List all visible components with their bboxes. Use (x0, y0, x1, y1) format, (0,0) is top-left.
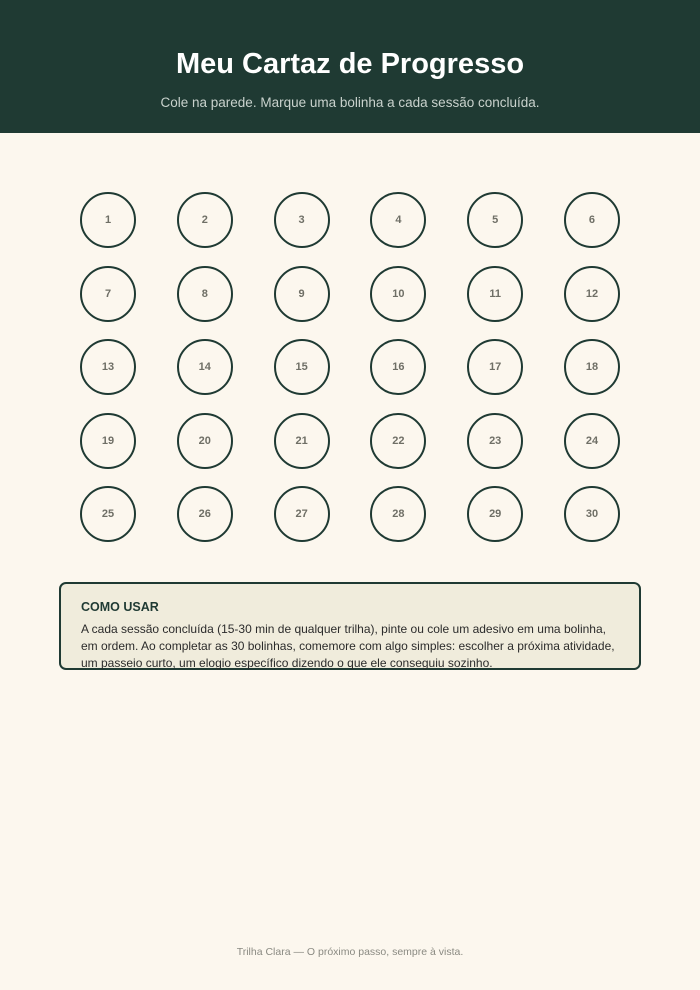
how-to-use-text: A cada sessão concluída (15-30 min de qualquer trilha), pinte ou cole um adesivo em uma bolinha, em ordem. Ao completar as 30 bolinhas, comemore com algo simples: escolher a próxima atividade, um passeio curto, um elogio específico dizendo o que ele conseguiu sozinho. (81, 622, 615, 670)
progress-dot[interactable]: 3 (274, 192, 330, 248)
progress-dot[interactable]: 10 (370, 266, 426, 322)
progress-dot[interactable]: 30 (564, 486, 620, 542)
how-to-use-box (59, 582, 641, 670)
poster-header (0, 0, 700, 133)
progress-dot[interactable]: 9 (274, 266, 330, 322)
progress-dot[interactable]: 28 (370, 486, 426, 542)
progress-dot[interactable]: 14 (177, 339, 233, 395)
progress-dot-grid (80, 192, 620, 542)
progress-dot[interactable]: 23 (467, 413, 523, 469)
progress-dot[interactable]: 1 (80, 192, 136, 248)
progress-dot[interactable]: 16 (370, 339, 426, 395)
progress-dot[interactable]: 25 (80, 486, 136, 542)
page-title: Meu Cartaz de Progresso (175, 48, 525, 80)
progress-dot[interactable]: 6 (564, 192, 620, 248)
progress-dot[interactable]: 29 (467, 486, 523, 542)
progress-dot[interactable]: 26 (177, 486, 233, 542)
progress-dot[interactable]: 17 (467, 339, 523, 395)
progress-dot[interactable]: 27 (274, 486, 330, 542)
progress-dot[interactable]: 4 (370, 192, 426, 248)
page-subtitle: Cole na parede. Marque uma bolinha a cada sessão concluída. (160, 95, 540, 110)
progress-dot[interactable]: 7 (80, 266, 136, 322)
footer-tagline: Trilha Clara — O próximo passo, sempre à vista. (236, 946, 464, 958)
progress-dot[interactable]: 20 (177, 413, 233, 469)
progress-dot[interactable]: 24 (564, 413, 620, 469)
how-to-use-title: COMO USAR (81, 600, 159, 614)
progress-dot[interactable]: 13 (80, 339, 136, 395)
progress-dot[interactable]: 19 (80, 413, 136, 469)
progress-dot[interactable]: 2 (177, 192, 233, 248)
progress-dot[interactable]: 12 (564, 266, 620, 322)
progress-dot[interactable]: 21 (274, 413, 330, 469)
progress-dot[interactable]: 15 (274, 339, 330, 395)
progress-dot[interactable]: 11 (467, 266, 523, 322)
progress-dot[interactable]: 18 (564, 339, 620, 395)
progress-dot[interactable]: 22 (370, 413, 426, 469)
progress-dot[interactable]: 8 (177, 266, 233, 322)
progress-dot[interactable]: 5 (467, 192, 523, 248)
